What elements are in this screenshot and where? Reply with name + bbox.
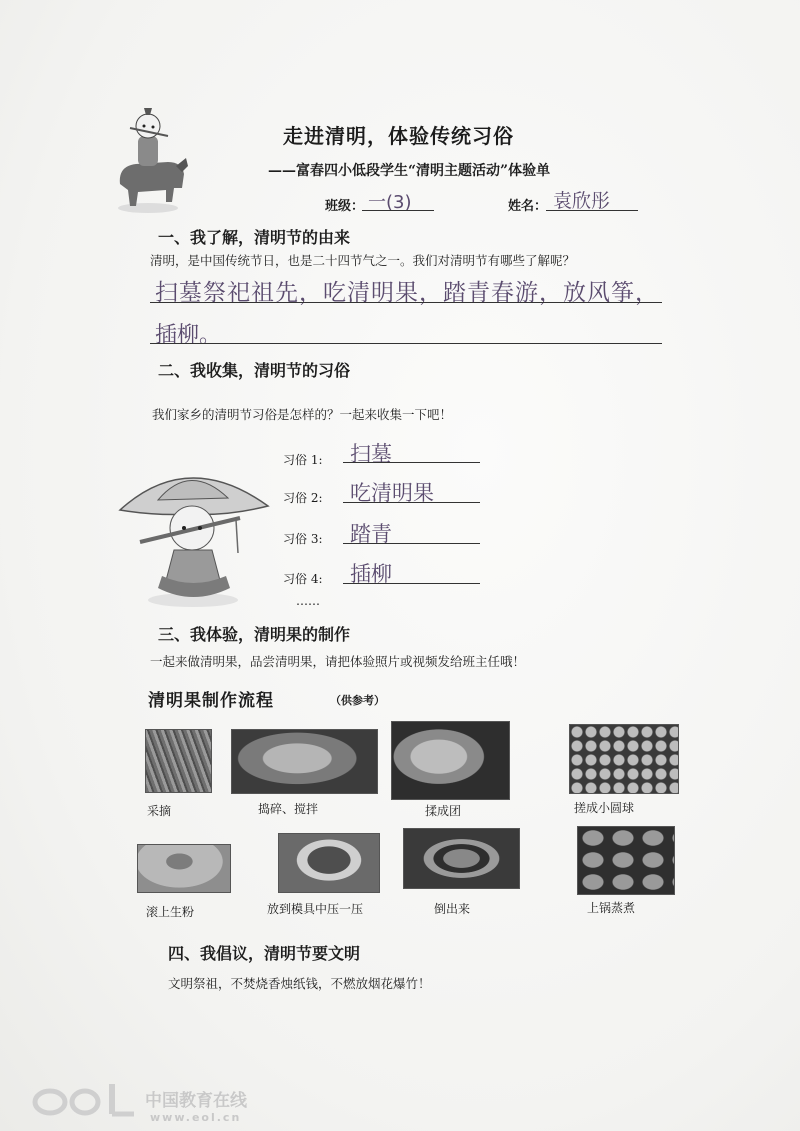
step-photo-kneading — [391, 721, 510, 800]
section4-heading: 四、我倡议，清明节要文明 — [168, 944, 361, 963]
customs-ellipsis: …… — [296, 594, 320, 608]
name-underline — [546, 210, 638, 211]
step-caption-6: 放到模具中压一压 — [267, 902, 364, 916]
step-photo-steaming — [577, 826, 675, 895]
custom-3-underline — [343, 543, 480, 544]
step-caption-5: 滚上生粉 — [146, 905, 195, 919]
flow-note: （供参考） — [330, 694, 385, 707]
section2-intro: 我们家乡的清明节习俗是怎样的？一起来收集一下吧！ — [152, 407, 453, 422]
section1-answer-line2: 插柳。 — [155, 323, 222, 348]
custom-2-underline — [343, 502, 480, 503]
section1-heading: 一、我了解，清明节的由来 — [158, 228, 351, 247]
flow-title: 清明果制作流程 — [148, 691, 274, 711]
step-photo-pressing-mold — [278, 833, 380, 893]
step-photo-picking — [145, 729, 212, 793]
section3-heading: 三、我体验，清明果的制作 — [158, 625, 351, 644]
eol-logo — [30, 1080, 140, 1120]
section3-intro: 一起来做清明果，品尝清明果，请把体验照片或视频发给班主任哦！ — [150, 654, 526, 669]
name-label: 姓名： — [508, 199, 548, 214]
step-caption-3: 揉成团 — [425, 804, 462, 818]
watermark-text: 中国教育在线 — [145, 1091, 247, 1111]
worksheet-title: 走进清明，体验传统习俗 — [283, 124, 514, 148]
section1-intro: 清明，是中国传统节日，也是二十四节气之一。我们对清明节有哪些了解呢？ — [150, 253, 576, 268]
step-caption-7: 倒出来 — [434, 902, 471, 916]
section2-heading: 二、我收集，清明节的习俗 — [158, 361, 351, 380]
worksheet-subtitle: ——富春四小低段学生“清明主题活动”体验单 — [268, 163, 551, 179]
boy-on-ox-illustration — [108, 96, 190, 218]
custom-1-underline — [343, 462, 480, 463]
class-underline — [362, 210, 434, 211]
answer-underline-1 — [150, 302, 662, 303]
custom-4-value: 插柳 — [350, 562, 392, 586]
boy-with-straw-hat-illustration — [118, 448, 273, 613]
custom-1-label: 习俗 1: — [283, 453, 323, 467]
step-caption-2: 捣碎、搅拌 — [258, 802, 319, 816]
step-photo-coating-flour — [137, 844, 231, 893]
class-label: 班级： — [325, 199, 365, 214]
custom-3-value: 踏青 — [350, 522, 392, 546]
section4-text: 文明祭祖，不焚烧香烛纸钱，不燃放烟花爆竹！ — [168, 976, 431, 991]
name-value: 袁欣彤 — [553, 190, 611, 212]
step-photo-mashing — [231, 729, 378, 794]
step-photo-rolling-balls — [569, 724, 679, 794]
custom-4-underline — [343, 583, 480, 584]
custom-4-label: 习俗 4: — [283, 572, 323, 586]
answer-underline-2 — [150, 343, 662, 344]
custom-2-value: 吃清明果 — [350, 481, 434, 505]
step-caption-8: 上锅蒸煮 — [587, 901, 636, 915]
watermark-url: www.eol.cn — [150, 1111, 242, 1124]
step-caption-1: 采摘 — [147, 804, 172, 818]
custom-3-label: 习俗 3: — [283, 532, 323, 546]
class-value: 一(3) — [368, 192, 412, 213]
custom-2-label: 习俗 2: — [283, 491, 323, 505]
step-caption-4: 搓成小圆球 — [574, 801, 635, 815]
custom-1-value: 扫墓 — [350, 442, 392, 466]
step-photo-unmolding — [403, 828, 520, 889]
section1-answer-line1: 扫墓祭祀祖先，吃清明果，踏青春游，放风筝， — [155, 280, 659, 306]
